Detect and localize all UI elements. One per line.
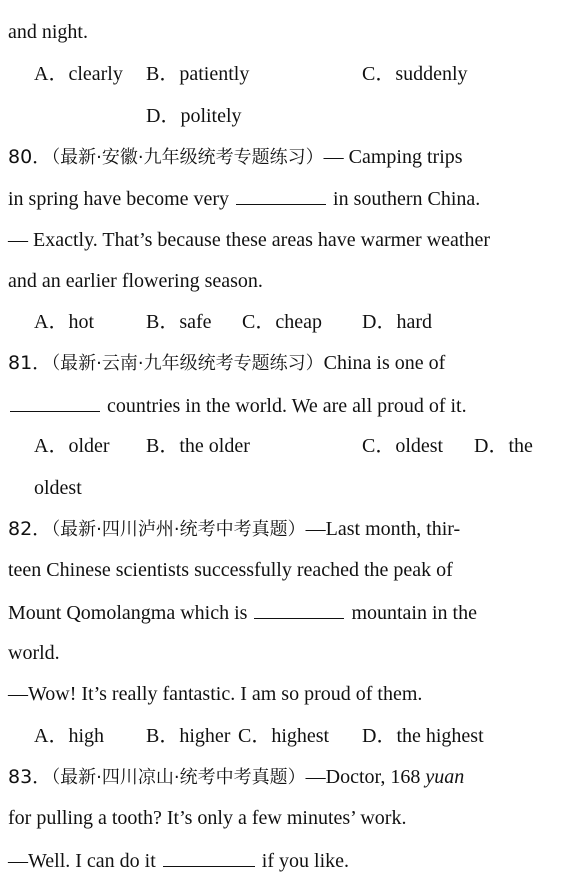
question-number: 83．	[8, 766, 52, 788]
option-b-label: B．patiently	[146, 63, 250, 85]
question-82-line-2	[8, 558, 453, 582]
option-c-label: C．highest	[238, 725, 330, 747]
question-source: （最新·四川凉山·统考中考真题）	[51, 767, 306, 788]
question-text: and an earlier flowering season.	[8, 270, 263, 292]
option-b	[146, 310, 212, 334]
option-d-label: D．hard	[362, 311, 432, 333]
option-c	[238, 724, 329, 748]
option-d	[362, 310, 432, 334]
question-82-line-5	[8, 682, 422, 706]
question-number: 82．	[8, 518, 52, 540]
option-c-label: C．suddenly	[362, 63, 468, 85]
question-83-line-3	[8, 848, 349, 873]
question-number: 81．	[8, 352, 52, 374]
question-text: — Camping trips	[323, 146, 463, 168]
option-b	[146, 62, 249, 86]
question-text: —Wow! It’s really fantastic. I am so proud of them.	[8, 683, 423, 705]
option-d-label: D．the highest	[362, 725, 484, 747]
option-c-label: C．cheap	[242, 311, 322, 333]
question-81-line-2	[8, 393, 467, 418]
option-b	[146, 724, 230, 748]
option-c	[362, 62, 468, 86]
question-80-line-4	[8, 269, 263, 293]
question-text: — Exactly. That’s because these areas have warmer weather	[8, 229, 490, 251]
option-d	[146, 104, 242, 128]
question-text: countries in the world. We are all proud of it.	[107, 395, 467, 417]
question-source: （最新·云南·九年级统考专题练习）	[51, 353, 324, 374]
option-d-label: D．the	[474, 435, 533, 457]
question-text: —Doctor, 168	[305, 766, 421, 788]
question-80-line-1	[8, 145, 463, 170]
option-b-label: B．the older	[146, 435, 250, 457]
option-c	[362, 434, 443, 458]
question-83-line-1	[8, 765, 464, 790]
option-c-label: C．oldest	[362, 435, 444, 457]
question-text: if you like.	[261, 850, 350, 872]
option-d	[362, 724, 484, 748]
option-b-label: B．higher	[146, 725, 231, 747]
question-text: world.	[8, 642, 60, 664]
option-d	[474, 434, 533, 458]
question-text: —Well. I can do it	[8, 850, 156, 872]
option-a	[34, 310, 94, 334]
text-line-content: and night.	[8, 21, 88, 43]
question-text: in southern China.	[333, 188, 481, 210]
option-a-label: A．hot	[34, 311, 94, 333]
question-text: teen Chinese scientists successfully reached the peak of	[8, 559, 453, 581]
text-line	[8, 20, 88, 44]
option-a	[34, 724, 104, 748]
question-source: （最新·安徽·九年级统考专题练习）	[51, 147, 324, 168]
question-82-line-1	[8, 517, 460, 542]
option-c	[242, 310, 322, 334]
option-a-label: A．older	[34, 435, 110, 457]
question-text: China is one of	[323, 352, 446, 374]
answer-blank	[163, 848, 255, 867]
question-83-line-2	[8, 806, 406, 830]
option-d-label: D．politely	[146, 105, 242, 127]
question-80-line-2	[8, 186, 480, 211]
question-text: Mount Qomolangma which is	[8, 602, 248, 624]
question-text: for pulling a tooth? It’s only a few minutes’ work.	[8, 807, 407, 829]
answer-blank	[236, 186, 326, 205]
option-b-label: B．safe	[146, 311, 212, 333]
question-81-line-1	[8, 351, 445, 376]
question-source: （最新·四川泸州·统考中考真题）	[51, 519, 306, 540]
answer-blank	[254, 600, 344, 619]
question-82-line-3	[8, 600, 477, 625]
question-80-line-3	[8, 228, 490, 252]
question-text: mountain in the	[351, 602, 477, 624]
option-a	[34, 62, 123, 86]
question-number: 80．	[8, 146, 52, 168]
question-text-italic: yuan	[425, 766, 465, 788]
option-d-label: oldest	[34, 477, 82, 499]
option-a-label: A．clearly	[34, 63, 123, 85]
question-text: in spring have become very	[8, 188, 230, 210]
option-b	[146, 434, 250, 458]
option-a	[34, 434, 110, 458]
question-82-line-4	[8, 641, 60, 665]
option-d-continuation	[34, 476, 82, 500]
question-text: —Last month, thir-	[305, 518, 461, 540]
option-a-label: A．high	[34, 725, 104, 747]
answer-blank	[10, 393, 100, 412]
